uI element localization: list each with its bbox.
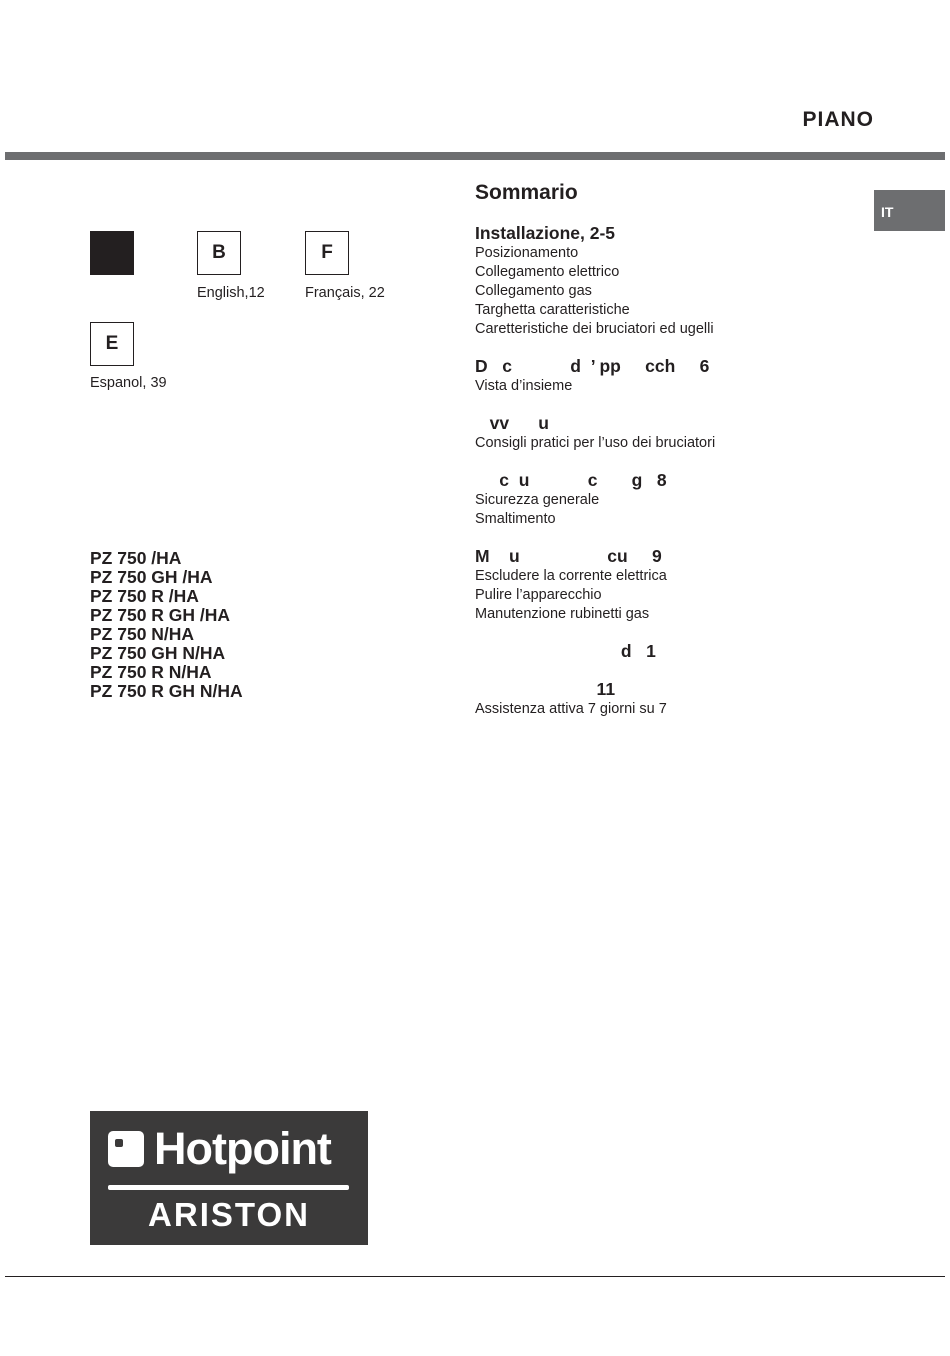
toc-section-assistenza: [475, 678, 875, 719]
toc-heading: 11: [475, 679, 616, 699]
model-code: PZ 750 GH N/HA: [90, 643, 226, 663]
logo-brand-bottom: ARISTON: [148, 1196, 310, 1233]
toc-item: Caretteristiche dei bruciatori ed ugelli: [475, 321, 714, 337]
toc-title: Sommario: [475, 181, 578, 204]
model-code: PZ 750 /HA: [90, 548, 182, 568]
toc-item: Posizionamento: [475, 245, 579, 261]
toc-item: Pulire l’apparecchio: [475, 587, 602, 603]
toc-heading: d 1: [475, 641, 656, 661]
bottom-divider-line: [5, 1276, 945, 1277]
language-tab-it: IT: [874, 190, 945, 231]
toc-heading: D c d ’ pp cch 6: [475, 356, 710, 376]
toc-section-precauzioni: [475, 469, 875, 529]
toc-item: Sicurezza generale: [475, 492, 600, 508]
toc-heading: c u c g 8: [475, 470, 667, 490]
logo-square-icon: [108, 1131, 144, 1167]
toc-item: Collegamento elettrico: [475, 264, 620, 280]
hotpoint-ariston-logo: [90, 1111, 368, 1245]
toc-section-descrizione: [475, 355, 875, 396]
toc-item: Smaltimento: [475, 511, 556, 527]
toc-section-avvio: [475, 412, 875, 453]
toc-section-manutenzione: [475, 545, 875, 624]
language-box-spanish: E: [90, 322, 134, 366]
model-code: PZ 750 N/HA: [90, 624, 195, 644]
language-box-french: F: [305, 231, 349, 275]
table-of-contents: [475, 222, 875, 719]
model-code: PZ 750 R /HA: [90, 586, 199, 606]
language-caption-spanish: Espanol, 39: [90, 375, 167, 391]
logo-divider: [108, 1185, 349, 1190]
model-list: [90, 549, 243, 701]
page-title: PIANO: [802, 108, 874, 131]
model-code: PZ 750 R GH /HA: [90, 605, 231, 625]
language-box-italian: [90, 231, 134, 275]
toc-heading: vv u: [475, 413, 549, 433]
toc-item: Escludere la corrente elettrica: [475, 568, 667, 584]
model-code: PZ 750 GH /HA: [90, 567, 213, 587]
toc-heading: Installazione, 2-5: [475, 223, 616, 243]
toc-item: Assistenza attiva 7 giorni su 7: [475, 701, 667, 717]
toc-item: Consigli pratici per l’uso dei bruciatori: [475, 435, 716, 451]
model-code: PZ 750 R N/HA: [90, 662, 212, 682]
language-box-english: B: [197, 231, 241, 275]
model-code: PZ 750 R GH N/HA: [90, 681, 243, 701]
top-divider-bar: [5, 152, 945, 160]
language-caption-french: Français, 22: [305, 285, 385, 301]
toc-heading: M u cu 9: [475, 546, 662, 566]
logo-brand-top: Hotpoint: [154, 1123, 331, 1174]
toc-section-anomalie: [475, 640, 875, 662]
toc-item: Targhetta caratteristiche: [475, 302, 630, 318]
toc-item: Manutenzione rubinetti gas: [475, 606, 650, 622]
toc-section-installazione: [475, 222, 875, 339]
toc-item: Collegamento gas: [475, 283, 592, 299]
toc-item: Vista d’insieme: [475, 378, 573, 394]
language-caption-english: English,12: [197, 285, 265, 301]
